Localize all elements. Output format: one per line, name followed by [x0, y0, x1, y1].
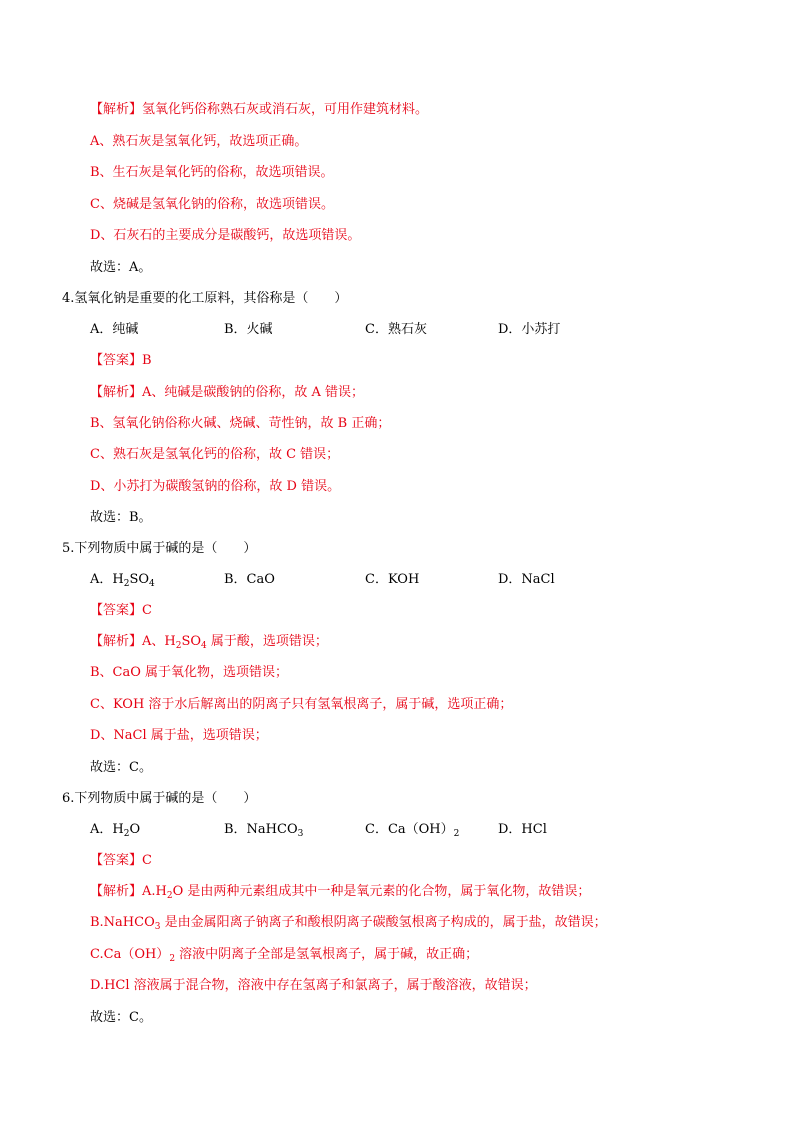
- q5-option-b: B．CaO: [224, 572, 275, 587]
- analysis-4-line-4: D、小苏打为碳酸氢钠的俗称，故 D 错误。: [90, 479, 341, 494]
- analysis-3: 【解析】氢氧化钙俗称熟石灰或消石灰，可用作建筑材料。: [90, 102, 429, 117]
- q4-option-a: A．纯碱: [90, 322, 139, 337]
- analysis-6-line-4: D.HCl 溶液属于混合物，溶液中存在氢离子和氯离子，属于酸溶液，故错误；: [90, 978, 537, 993]
- q6-option-a: A．$H_2O$: [90, 822, 141, 839]
- q5-option-c: C．KOH: [365, 572, 420, 587]
- conclusion-3: 故选：A。: [90, 260, 152, 275]
- question-5: 5.下列物质中属于碱的是（ ）: [62, 541, 257, 556]
- analysis-4-line-3: C、熟石灰是氢氧化钙的俗称，故 C 错误；: [90, 447, 340, 462]
- analysis-5-line-2: B、CaO 属于氧化物，选项错误；: [90, 665, 289, 680]
- question-6: 6.下列物质中属于碱的是（ ）: [62, 791, 257, 806]
- analysis-5-line-1: 【解析】A、$H_2SO_4$ 属于酸，选项错误；: [90, 634, 328, 651]
- analysis-3-line-b: B、生石灰是氧化钙的俗称，故选项错误。: [90, 165, 334, 180]
- conclusion-5: 故选：C。: [90, 760, 152, 775]
- analysis-5-line-3: C、KOH 溶于水后解离出的阴离子只有氢氧根离子，属于碱，选项正确；: [90, 697, 513, 712]
- analysis-6-line-1: 【解析】$A.H_2O$ 是由两种元素组成其中一种是氧元素的化合物，属于氧化物，故错误；: [90, 884, 591, 901]
- analysis-6-line-3: $C.Ca(OH)_2$ 溶液中阴离子全部是氢氧根离子，属于碱，故正确；: [90, 947, 479, 964]
- analysis-5-line-4: D、NaCl 属于盐，选项错误；: [90, 728, 268, 743]
- q4-option-d: D．小苏打: [498, 322, 561, 337]
- q6-option-c: C．$Ca(OH)_2$: [365, 822, 460, 839]
- q5-option-d: D．NaCl: [498, 572, 555, 587]
- answer-5: 【答案】C: [90, 603, 152, 618]
- analysis-6-line-2: B.NaHCO$_3$ 是由金属阳离子钠离子和酸根阴离子碳酸氢根离子构成的，属于盐，故错误；: [90, 915, 607, 932]
- question-4: 4.氢氧化钠是重要的化工原料，其俗称是（ ）: [62, 291, 348, 306]
- analysis-3-line-a: A、熟石灰是氢氧化钙，故选项正确。: [90, 134, 308, 149]
- conclusion-4: 故选：B。: [90, 510, 152, 525]
- answer-6: 【答案】C: [90, 853, 152, 868]
- q4-option-c: C．熟石灰: [365, 322, 427, 337]
- q6-option-d: D．HCl: [498, 822, 547, 837]
- analysis-4-line-1: 【解析】A、纯碱是碳酸钠的俗称，故 A 错误；: [90, 385, 365, 400]
- q5-option-a: A．$H_2SO_4$: [90, 572, 155, 589]
- conclusion-6: 故选：C。: [90, 1010, 152, 1025]
- q6-option-b: B．NaHCO$_3$: [224, 822, 304, 839]
- analysis-4-line-2: B、氢氧化钠俗称火碱、烧碱、苛性钠，故 B 正确；: [90, 416, 391, 431]
- analysis-3-line-d: D、石灰石的主要成分是碳酸钙，故选项错误。: [90, 228, 361, 243]
- answer-4: 【答案】B: [90, 353, 152, 368]
- analysis-3-line-c: C、烧碱是氢氧化钠的俗称，故选项错误。: [90, 197, 334, 212]
- q4-option-b: B．火碱: [224, 322, 273, 337]
